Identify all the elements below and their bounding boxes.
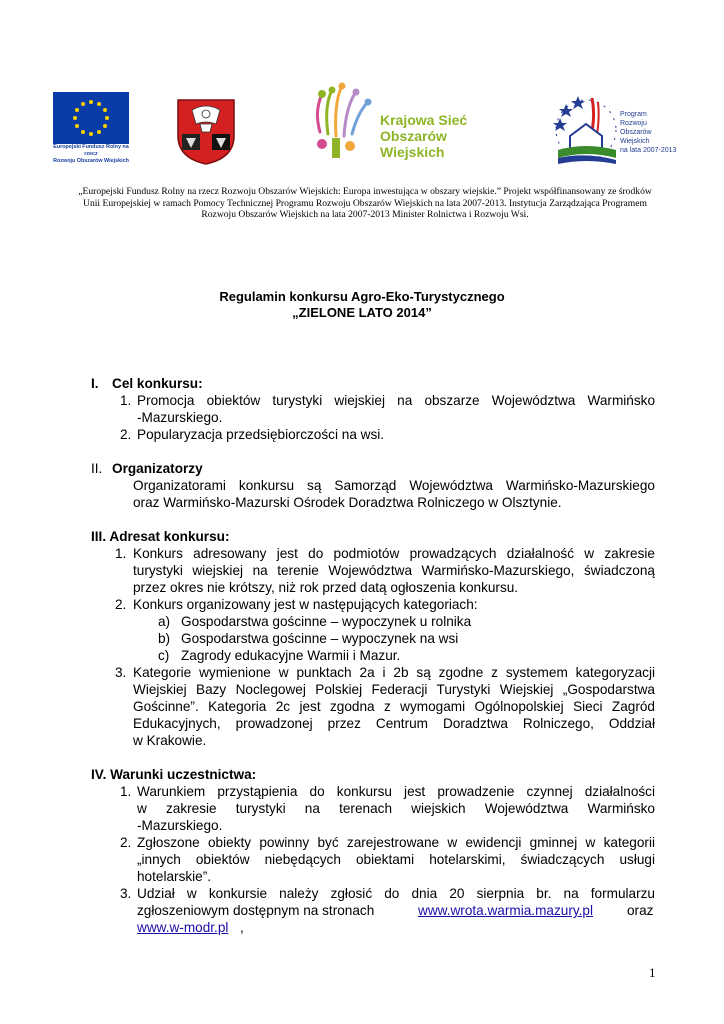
- category-c-marker: c): [158, 648, 170, 663]
- prow-line5: na lata 2007-2013: [620, 147, 677, 154]
- section-4-item-2-line3: hotelarskie”.: [137, 869, 212, 884]
- section-3-item-3-line3: Gościnne”. Kategoria 2c jest zgodna z wymogami Ogólnopolskiej Sieci Zagród: [133, 699, 655, 714]
- section-3-item-2-number: 2.: [115, 597, 127, 612]
- section-3-item-3-line2: Wiejskiej Bazy Noclegowej Polskiej Federacji Turystyki Wiejskiej „Gospodarstwa: [133, 682, 655, 697]
- wmodr-link[interactable]: www.w-modr.pl: [137, 920, 229, 935]
- section-4-item-3-line2-start: zgłoszeniowym dostępnym na stronach: [137, 903, 375, 918]
- section-2-heading: Organizatorzy: [112, 461, 203, 476]
- eu-caption-line2: Rozwoju Obszarów Wiejskich: [53, 158, 129, 164]
- funding-disclaimer: [70, 186, 660, 221]
- section-1-item-1-number: 1.: [120, 393, 132, 408]
- ksow-logo: [306, 82, 512, 162]
- section-3-item-1-line3: przez okres nie krótszy, niż rok przed datą ogłoszenia konkursu.: [133, 580, 519, 595]
- section-3-heading: III. Adresat konkursu:: [91, 529, 230, 544]
- disclaimer-line3: Rozwoju Obszarów Wiejskich na lata 2007-2013 Minister Rolnictwa i Rozwoju Wsi.: [201, 209, 529, 220]
- section-4-item-2-line1: Zgłoszone obiekty powinny być zarejestrowane w ewidencji gminnej w kategorii: [137, 835, 655, 850]
- section-4-item-3-number: 3.: [120, 886, 132, 901]
- crest-icon: [174, 96, 238, 166]
- eu-caption-line1: Europejski Fundusz Rolny na rzecz: [53, 144, 129, 157]
- section-3-item-2-line1: Konkurs organizowany jest w następujących kategoriach:: [133, 597, 478, 612]
- section-3-item-1-number: 1.: [115, 546, 127, 561]
- eu-flag-icon: [53, 92, 129, 144]
- section-4-item-3-line2-end: oraz: [627, 903, 654, 918]
- ksow-flower-icon: [306, 82, 386, 162]
- section-1-item-1-line2: -Mazurskiego.: [137, 410, 223, 425]
- section-4-item-1-line2: w zakresie turystyki na terenach wiejskich Województwa Warmińsko: [137, 801, 655, 816]
- wrota-link[interactable]: www.wrota.warmia.mazury.pl: [418, 903, 593, 918]
- section-4-item-1-number: 1.: [120, 784, 132, 799]
- section-4-item-1-line3: -Mazurskiego.: [137, 818, 223, 833]
- prow-line4: Wiejskich: [620, 138, 650, 145]
- section-4-item-1-line1: Warunkiem przystąpienia do konkursu jest prowadzenie czynnej działalności: [137, 784, 655, 799]
- section-2-line1: Organizatorami konkursu są Samorząd Województwa Warmińsko-Mazurskiego: [133, 478, 655, 493]
- section-4-heading: IV. Warunki uczestnictwa:: [91, 767, 257, 782]
- category-c-text: Zagrody edukacyjne Warmii i Mazur.: [181, 648, 401, 663]
- disclaimer-line1: „Europejski Fundusz Rolny na rzecz Rozwoju Obszarów Wiejskich: Europa inwestująca w obszary wiejskie.” Projekt współfinansowany ze środków: [78, 186, 652, 197]
- category-a-text: Gospodarstwa gościnne – wypoczynek u rolnika: [181, 614, 472, 629]
- section-4-item-3-line3-tail: ,: [240, 920, 244, 935]
- category-b-text: Gospodarstwa gościnne – wypoczynek na wsi: [181, 631, 459, 646]
- section-3-item-1-line1: Konkurs adresowany jest do podmiotów prowadzących działalność w zakresie: [133, 546, 655, 561]
- section-3-item-3-line4: Edukacyjnych, prowadzonej przez Centrum Doradztwa Rolniczego, Oddział: [133, 716, 655, 731]
- section-3-item-3-line1: Kategorie wymienione w punktach 2a i 2b są zgodne z systemem kategoryzacji: [133, 665, 655, 680]
- section-4-item-2-number: 2.: [120, 835, 132, 850]
- prow-emblem-icon: [552, 88, 620, 172]
- page-number: 1: [649, 965, 656, 980]
- section-2-number: II.: [91, 461, 103, 476]
- section-1-item-2-line1: Popularyzacja przedsiębiorczości na wsi.: [137, 427, 385, 442]
- prow-logo: [552, 88, 684, 172]
- section-1-item-1-line1: Promocja obiektów turystyki wiejskiej na obszarze Województwa Warmińsko: [137, 393, 655, 408]
- section-3-item-3-number: 3.: [115, 665, 127, 680]
- category-b-marker: b): [158, 631, 171, 646]
- ksow-line1: Krajowa Sieć: [380, 112, 468, 128]
- prow-line1: Program: [620, 111, 647, 118]
- section-1-item-2-number: 2.: [120, 427, 132, 442]
- disclaimer-line2: Unii Europejskiej w ramach Pomocy Technicznej Programu Rozwoju Obszarów Wiejskich na lata 2007-2013. Instytucja Zarządzająca Programem: [83, 197, 647, 209]
- eu-logo: [52, 92, 130, 162]
- prow-line3: Obszarów: [620, 129, 652, 136]
- section-1-number: I.: [91, 376, 99, 391]
- section-4-item-2-line2: „innych obiektów niebędących obiektami hotelarskimi, świadczących usługi: [137, 852, 655, 867]
- document-subtitle: „ZIELONE LATO 2014”: [292, 305, 432, 320]
- section-3-item-1-line2: turystyki wiejskiej na terenie Województwa Warmińsko-Mazurskiego, świadczoną: [133, 563, 655, 578]
- prow-line2: Rozwoju: [620, 120, 647, 127]
- document-title: Regulamin konkursu Agro-Eko-Turystycznego: [219, 289, 505, 304]
- ksow-line2: Obszarów Wiejskich: [380, 128, 447, 160]
- regional-crest-logo: [174, 96, 238, 166]
- section-3-item-3-line5: w Krakowie.: [133, 733, 207, 748]
- category-a-marker: a): [158, 614, 171, 629]
- section-4-item-3-line1: Udział w konkursie należy zgłosić do dnia 20 sierpnia br. na formularzu: [137, 886, 655, 901]
- section-2-line2: oraz Warmińsko-Mazurski Ośrodek Doradztwa Rolniczego w Olsztynie.: [133, 495, 562, 510]
- section-1-heading: Cel konkursu:: [112, 376, 203, 391]
